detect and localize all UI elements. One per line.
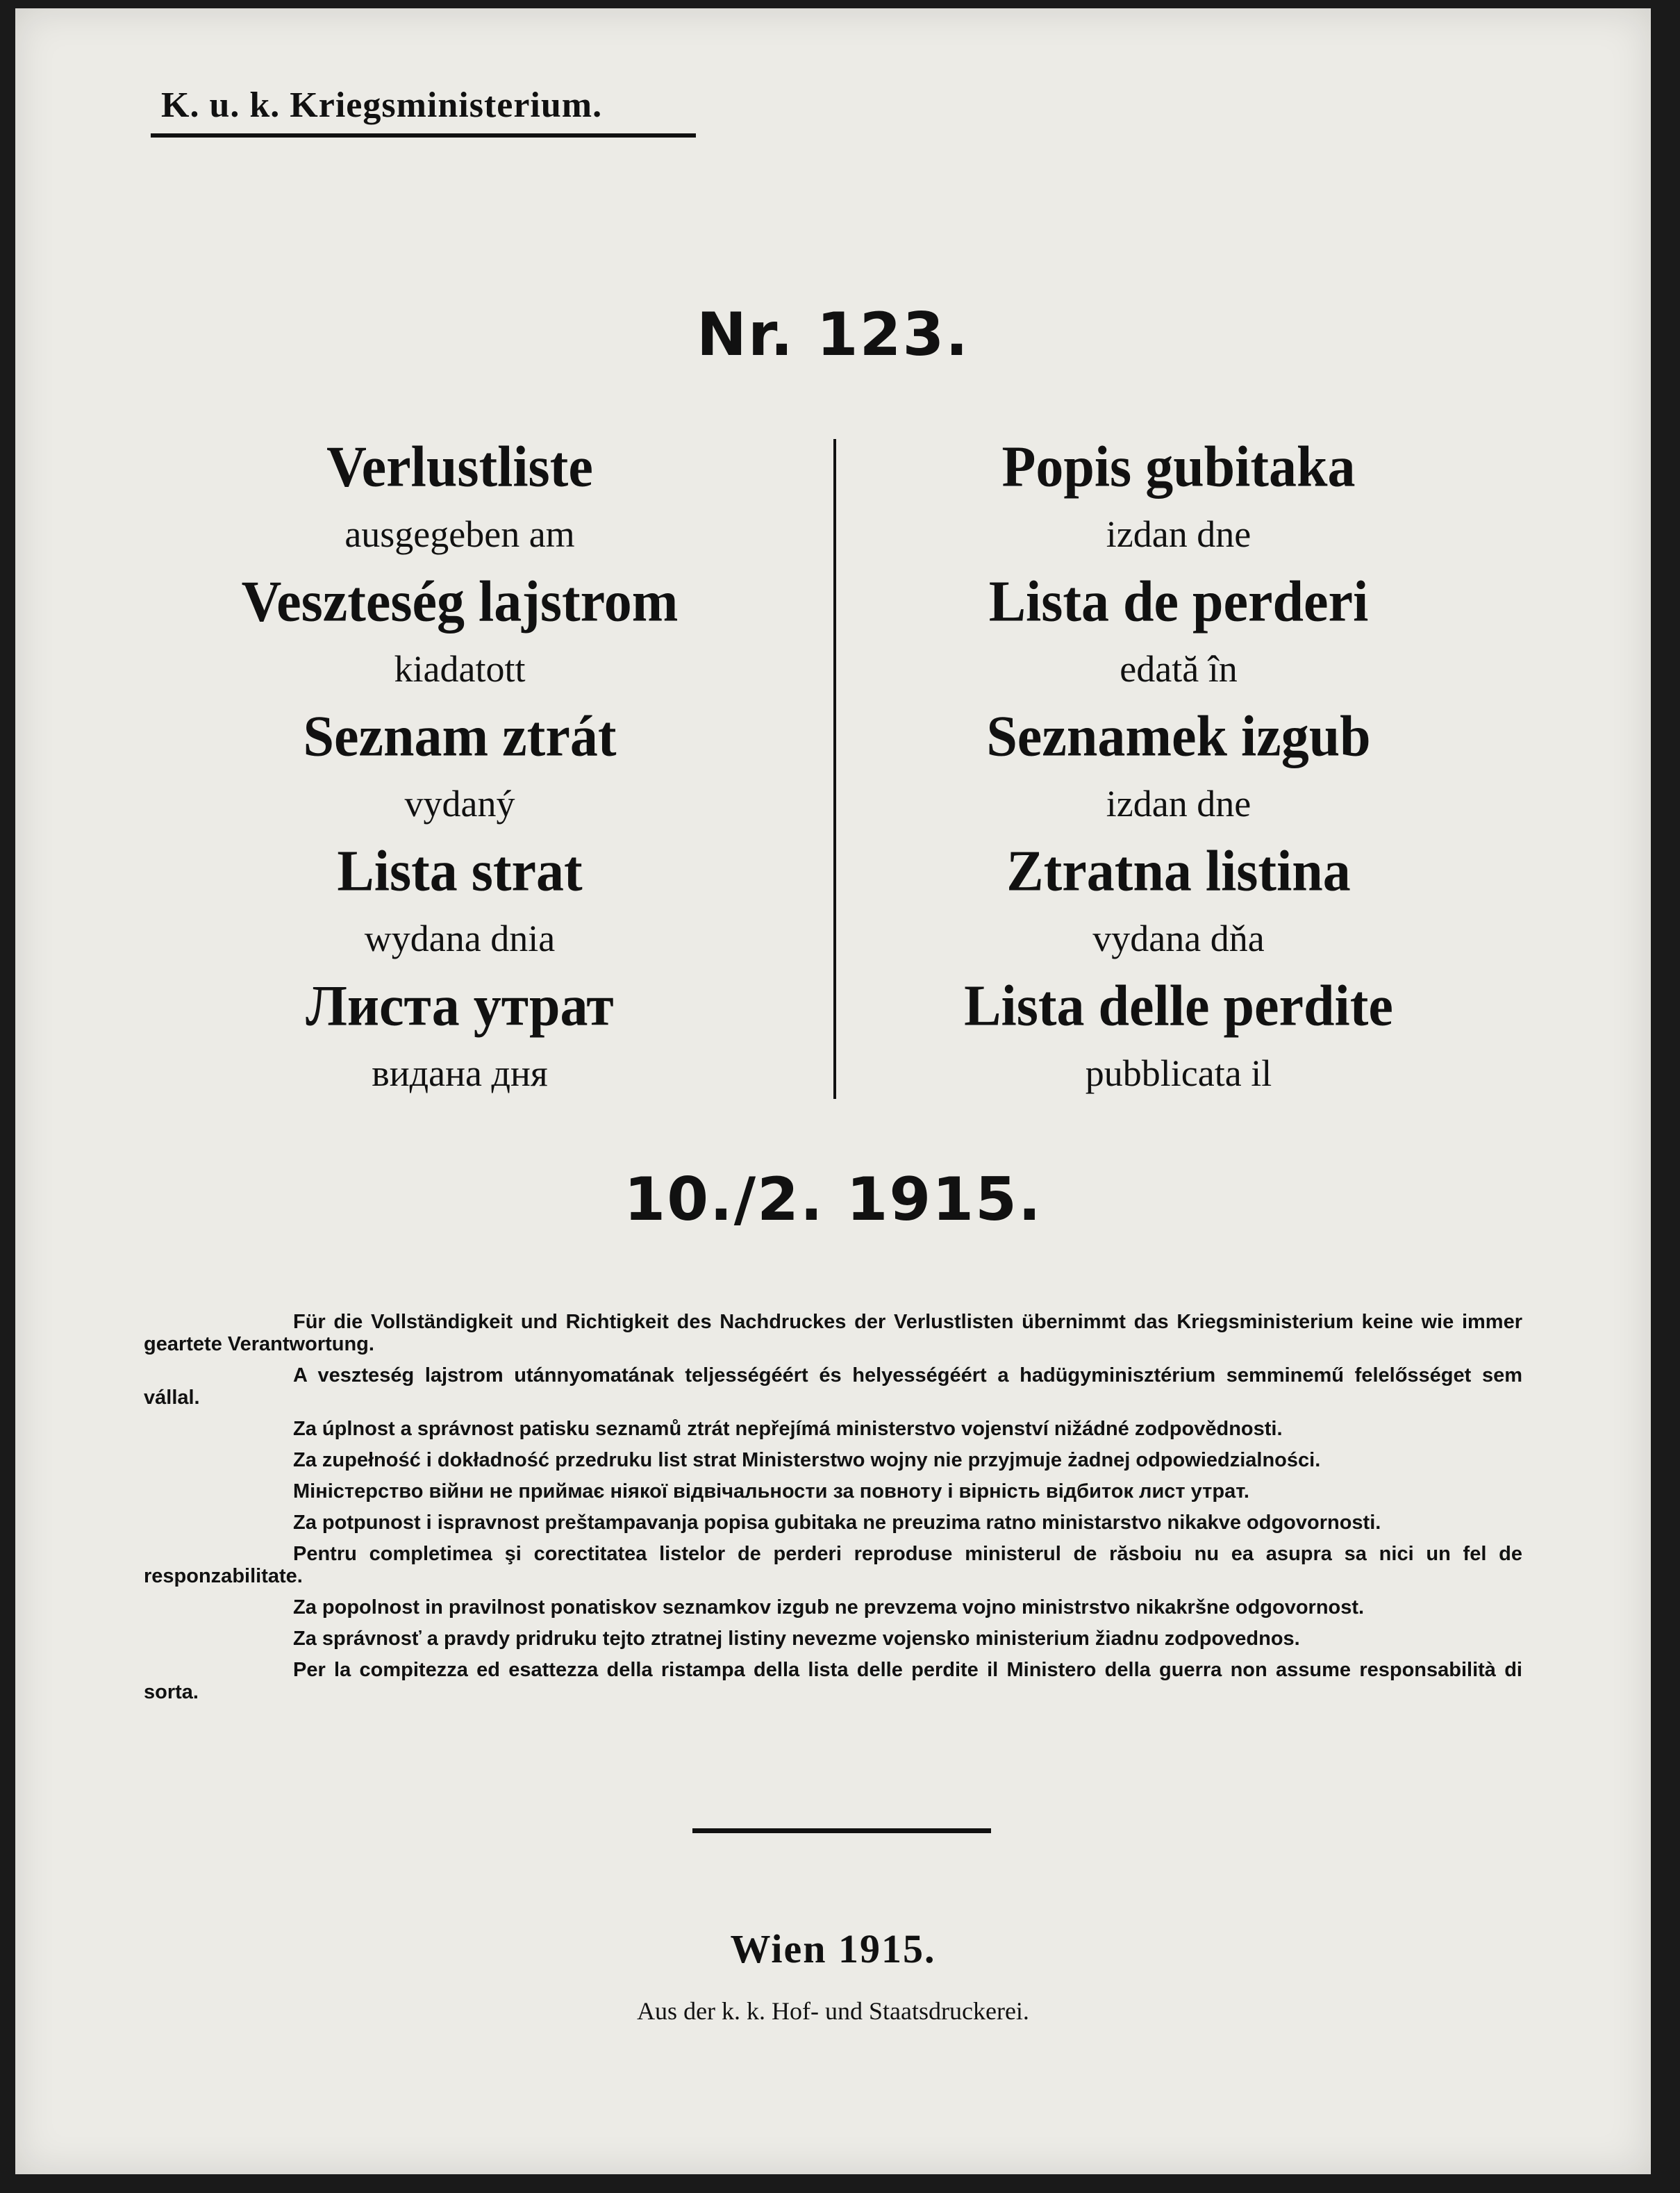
subtitle-hungarian: kiadatott — [394, 648, 526, 690]
title-italian: Lista delle perdite — [964, 973, 1393, 1038]
subtitle-slovak: vydana dňa — [1092, 918, 1265, 959]
disclaimer-czech: Za úplnost a správnost patisku seznamů ztrát nepřejímá ministerstvo vojenství nižádné zodpovědnosti. — [293, 1418, 1283, 1440]
left-title-column — [147, 429, 772, 1102]
subtitle-croatian: izdan dne — [1106, 513, 1251, 555]
disclaimer-slovene: Za popolnost in pravilnost ponatiskov seznamkov izgub ne prevzema vojno ministrstvo nikakršne odgovornost. — [293, 1596, 1365, 1619]
issue-date: 10./2. 1915. — [624, 1165, 1042, 1234]
title-ukrainian: Листа утрат — [306, 973, 614, 1038]
disclaimer-italian: Per la compitezza ed esattezza della ristampa della lista delle perdite il Ministero della guerra non assume responsabilità di sorta. — [144, 1659, 1522, 1703]
column-divider — [833, 439, 836, 1099]
disclaimer-ukrainian: Міністерство війни не приймає ніякої відвічальности за повноту і вірність відбиток лист утрат. — [293, 1480, 1249, 1503]
disclaimer-german: Für die Vollständigkeit und Richtigkeit des Nachdruckes der Verlustlisten übernimmt das Kriegsministerium keine wie immer geartete Verantwortung. — [144, 1311, 1522, 1355]
disclaimer-romanian: Pentru completimea şi corectitatea listelor de perderi reproduse ministerul de răsboiu nu ea asupra sa nici un fel de responzabilitate. — [144, 1543, 1522, 1587]
disclaimer-polish: Za zupełność i dokładność przedruku list strat Ministerstwo wojny nie przyjmuje żadnej odpowiedzialności. — [293, 1449, 1321, 1471]
issue-number: Nr. 123. — [697, 300, 970, 370]
right-title-column — [866, 429, 1491, 1102]
disclaimer-block — [144, 1311, 1522, 1712]
disclaimer-croatian: Za potpunost i ispravnost preštampavanja popisa gubitaka ne preuzima ratno ministarstvo nikakve odgovornosti. — [293, 1512, 1381, 1534]
ministry-header: K. u. k. Kriegsministerium. — [161, 85, 603, 125]
header-underline — [151, 133, 696, 138]
title-czech: Seznam ztrát — [303, 704, 617, 769]
subtitle-czech: vydaný — [404, 783, 515, 825]
title-croatian: Popis gubitaka — [1001, 434, 1356, 499]
title-german: Verlustliste — [326, 434, 593, 499]
document-page — [15, 8, 1651, 2174]
subtitle-ukrainian: видана дня — [372, 1052, 548, 1094]
title-slovak: Ztratna listina — [1006, 838, 1351, 904]
title-polish: Lista strat — [337, 838, 583, 904]
subtitle-italian: pubblicata il — [1085, 1052, 1272, 1094]
subtitle-german: ausgegeben am — [344, 513, 575, 555]
imprint-printer: Aus der k. k. Hof- und Staatsdruckerei. — [637, 1997, 1029, 2025]
subtitle-polish: wydana dnia — [364, 918, 556, 959]
title-romanian: Lista de perderi — [988, 569, 1369, 634]
disclaimer-slovak: Za správnosť a pravdy pridruku tejto ztratnej listiny nevezme vojensko ministerium žiadnu zodpovednos. — [293, 1628, 1300, 1650]
footer-rule — [692, 1828, 991, 1833]
subtitle-romanian: edată în — [1120, 648, 1238, 690]
title-slovene: Seznamek izgub — [986, 704, 1371, 769]
disclaimer-hungarian: A veszteség lajstrom utánnyomatának teljességéért és helyességéért a hadügyminisztérium semminemű felelősséget sem vállal. — [144, 1364, 1522, 1409]
imprint-city: Wien 1915. — [730, 1926, 936, 1971]
subtitle-slovene: izdan dne — [1106, 783, 1251, 825]
title-hungarian: Veszteség lajstrom — [241, 569, 679, 634]
